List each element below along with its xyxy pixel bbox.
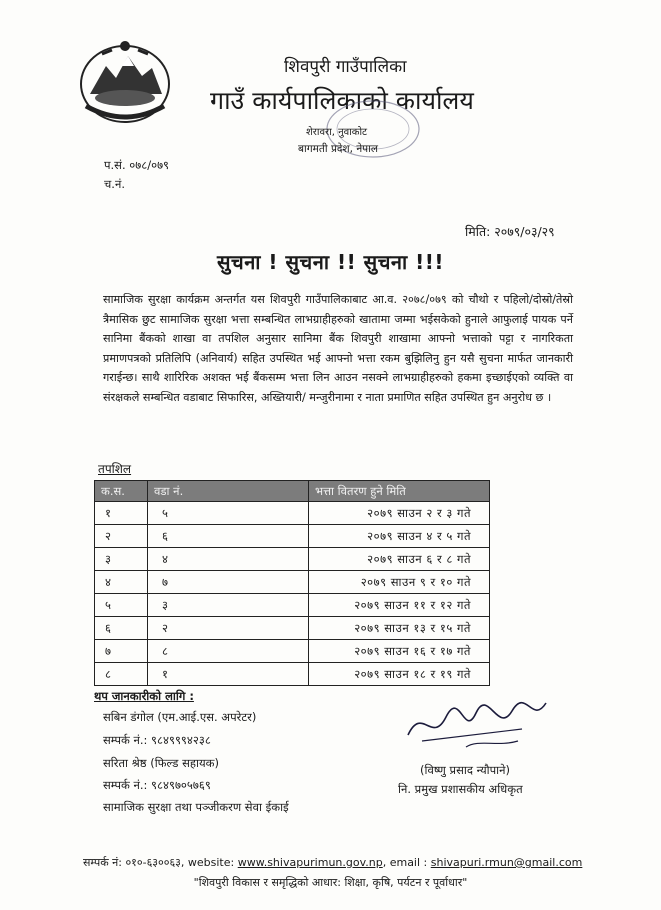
cell-serial: ६ (95, 617, 148, 640)
distribution-schedule-table (94, 480, 490, 686)
table-row (95, 525, 490, 548)
signature-icon (402, 695, 552, 755)
column-header-serial: क.स. (95, 481, 148, 502)
schedule-label: तपशिल (98, 462, 132, 476)
footer-email-label: , email : (382, 856, 428, 869)
cell-serial: ३ (95, 548, 148, 571)
column-header-ward: वडा नं. (148, 481, 309, 502)
cell-date: २०७९ साउन १६ र १७ गते (309, 640, 490, 663)
notice-date: मिति: २०७९/०३/२९ (465, 224, 555, 239)
email-link[interactable]: shivapuri.rmun@gmail.com (430, 856, 583, 869)
cell-ward: ७ (148, 571, 309, 594)
cell-ward: ३ (148, 594, 309, 617)
officer-name: (विष्णु प्रसाद न्यौपाने) (420, 763, 511, 777)
address-line-1: शेरावरा, नुवाकोट (306, 127, 368, 138)
cell-date: २०७९ साउन २ र ३ गते (309, 502, 490, 525)
cell-date: २०७९ साउन ४ र ५ गते (309, 525, 490, 548)
footer-contact (83, 855, 582, 870)
municipality-name: शिवपुरी गाउँपालिका (284, 57, 407, 77)
table-row (95, 502, 490, 525)
column-header-date: भत्ता वितरण हुने मिति (309, 481, 490, 502)
table-row (95, 617, 490, 640)
address-line-2: बागमती प्रदेश, नेपाल (298, 143, 378, 155)
table-row (95, 571, 490, 594)
contact-phone-2: सम्पर्क नं.: ९८४९७०५७६९ (103, 778, 211, 792)
cell-date: २०७९ साउन ९ र १० गते (309, 571, 490, 594)
notice-title: सुचना ! सुचना !! सुचना !!! (216, 250, 445, 274)
notice-body: सामाजिक सुरक्षा कार्यक्रम अन्तर्गत यस शिवपुरी गाउँपालिकाबाट आ.व. २०७८/०७९ को चौथो र पहिलो/दोस्रो/तेस्रो त्रैमासिक छुट सामाजिक सुरक्षा भत्ता सम्बन्धित लाभग्राहीहरुको खातामा जम्मा भईसकेको हुनाले आफुलाई पायक पर्ने सानिमा बैंकको शाखा वा तपशिल अनुसार सानिमा बैंक शिवपुरी शाखामा आफ्नो भत्ताको पट्टा र नागरिकता प्रमाणपत्रको प्रतिलिपि (अनिवार्य) सहित उपस्थित भई आफ्नो भत्ता रकम बुझिलिनु हुन यसै सुचना मार्फत जानकारी गराईन्छ। साथै शारिरिक अशक्त भई बैंकसम्म भत्ता लिन आउन नसक्ने लाभग्राहीहरुको हकमा इच्छाईएको व्यक्ति वा संरक्षकले सम्बन्धित वडाबाट सिफारिस, अख्तियारी/ मन्जुरीनामा र नाता प्रमाणित सहित उपस्थित हुन अनुरोध छ । (103, 293, 573, 404)
cell-ward: १ (148, 663, 309, 686)
cell-date: २०७९ साउन ६ र ८ गते (309, 548, 490, 571)
service-unit-name: सामाजिक सुरक्षा तथा पञ्जीकरण सेवा ईकाई (103, 800, 289, 814)
more-info-heading: थप जानकारीको लागि : (94, 689, 194, 703)
footer-motto: "शिवपुरी विकास र समृद्धिको आधार: शिक्षा, कृषि, पर्यटन र पूर्वाधार" (193, 876, 468, 889)
footer-website-label: website: (187, 856, 235, 869)
contact-person-2: सरिता श्रेष्ठ (फिल्ड सहायक) (103, 756, 219, 770)
cell-serial: ४ (95, 571, 148, 594)
cell-serial: ७ (95, 640, 148, 663)
dispatch-number: च.नं. (104, 177, 125, 191)
cell-date: २०७९ साउन १८ र १९ गते (309, 663, 490, 686)
website-link[interactable]: www.shivapurimun.gov.np (237, 856, 383, 869)
cell-date: २०७९ साउन १३ र १५ गते (309, 617, 490, 640)
table-header-row (95, 481, 490, 502)
cell-ward: ८ (148, 640, 309, 663)
table-row (95, 548, 490, 571)
footer-phone: सम्पर्क नं: ०१०-६३००६३, (83, 856, 185, 869)
officer-title: नि. प्रमुख प्रशासकीय अधिकृत (398, 782, 523, 796)
cell-serial: ५ (95, 594, 148, 617)
cell-ward: ५ (148, 502, 309, 525)
cell-serial: ८ (95, 663, 148, 686)
office-name: गाउँ कार्यपालिकाको कार्यालय (210, 86, 474, 115)
cell-serial: १ (95, 502, 148, 525)
contact-phone-1: सम्पर्क नं.: ९८४९९९४२३८ (103, 733, 211, 747)
cell-ward: ४ (148, 548, 309, 571)
table-row (95, 640, 490, 663)
cell-ward: २ (148, 617, 309, 640)
cell-serial: २ (95, 525, 148, 548)
table-row (95, 594, 490, 617)
contact-person-1: सबिन डंगोल (एम.आई.एस. अपरेटर) (103, 710, 257, 724)
nepal-emblem-icon (72, 36, 178, 128)
cell-date: २०७९ साउन ११ र १२ गते (309, 594, 490, 617)
cell-ward: ६ (148, 525, 309, 548)
reference-number: प.सं. ०७८/०७९ (104, 158, 170, 172)
table-row (95, 663, 490, 686)
